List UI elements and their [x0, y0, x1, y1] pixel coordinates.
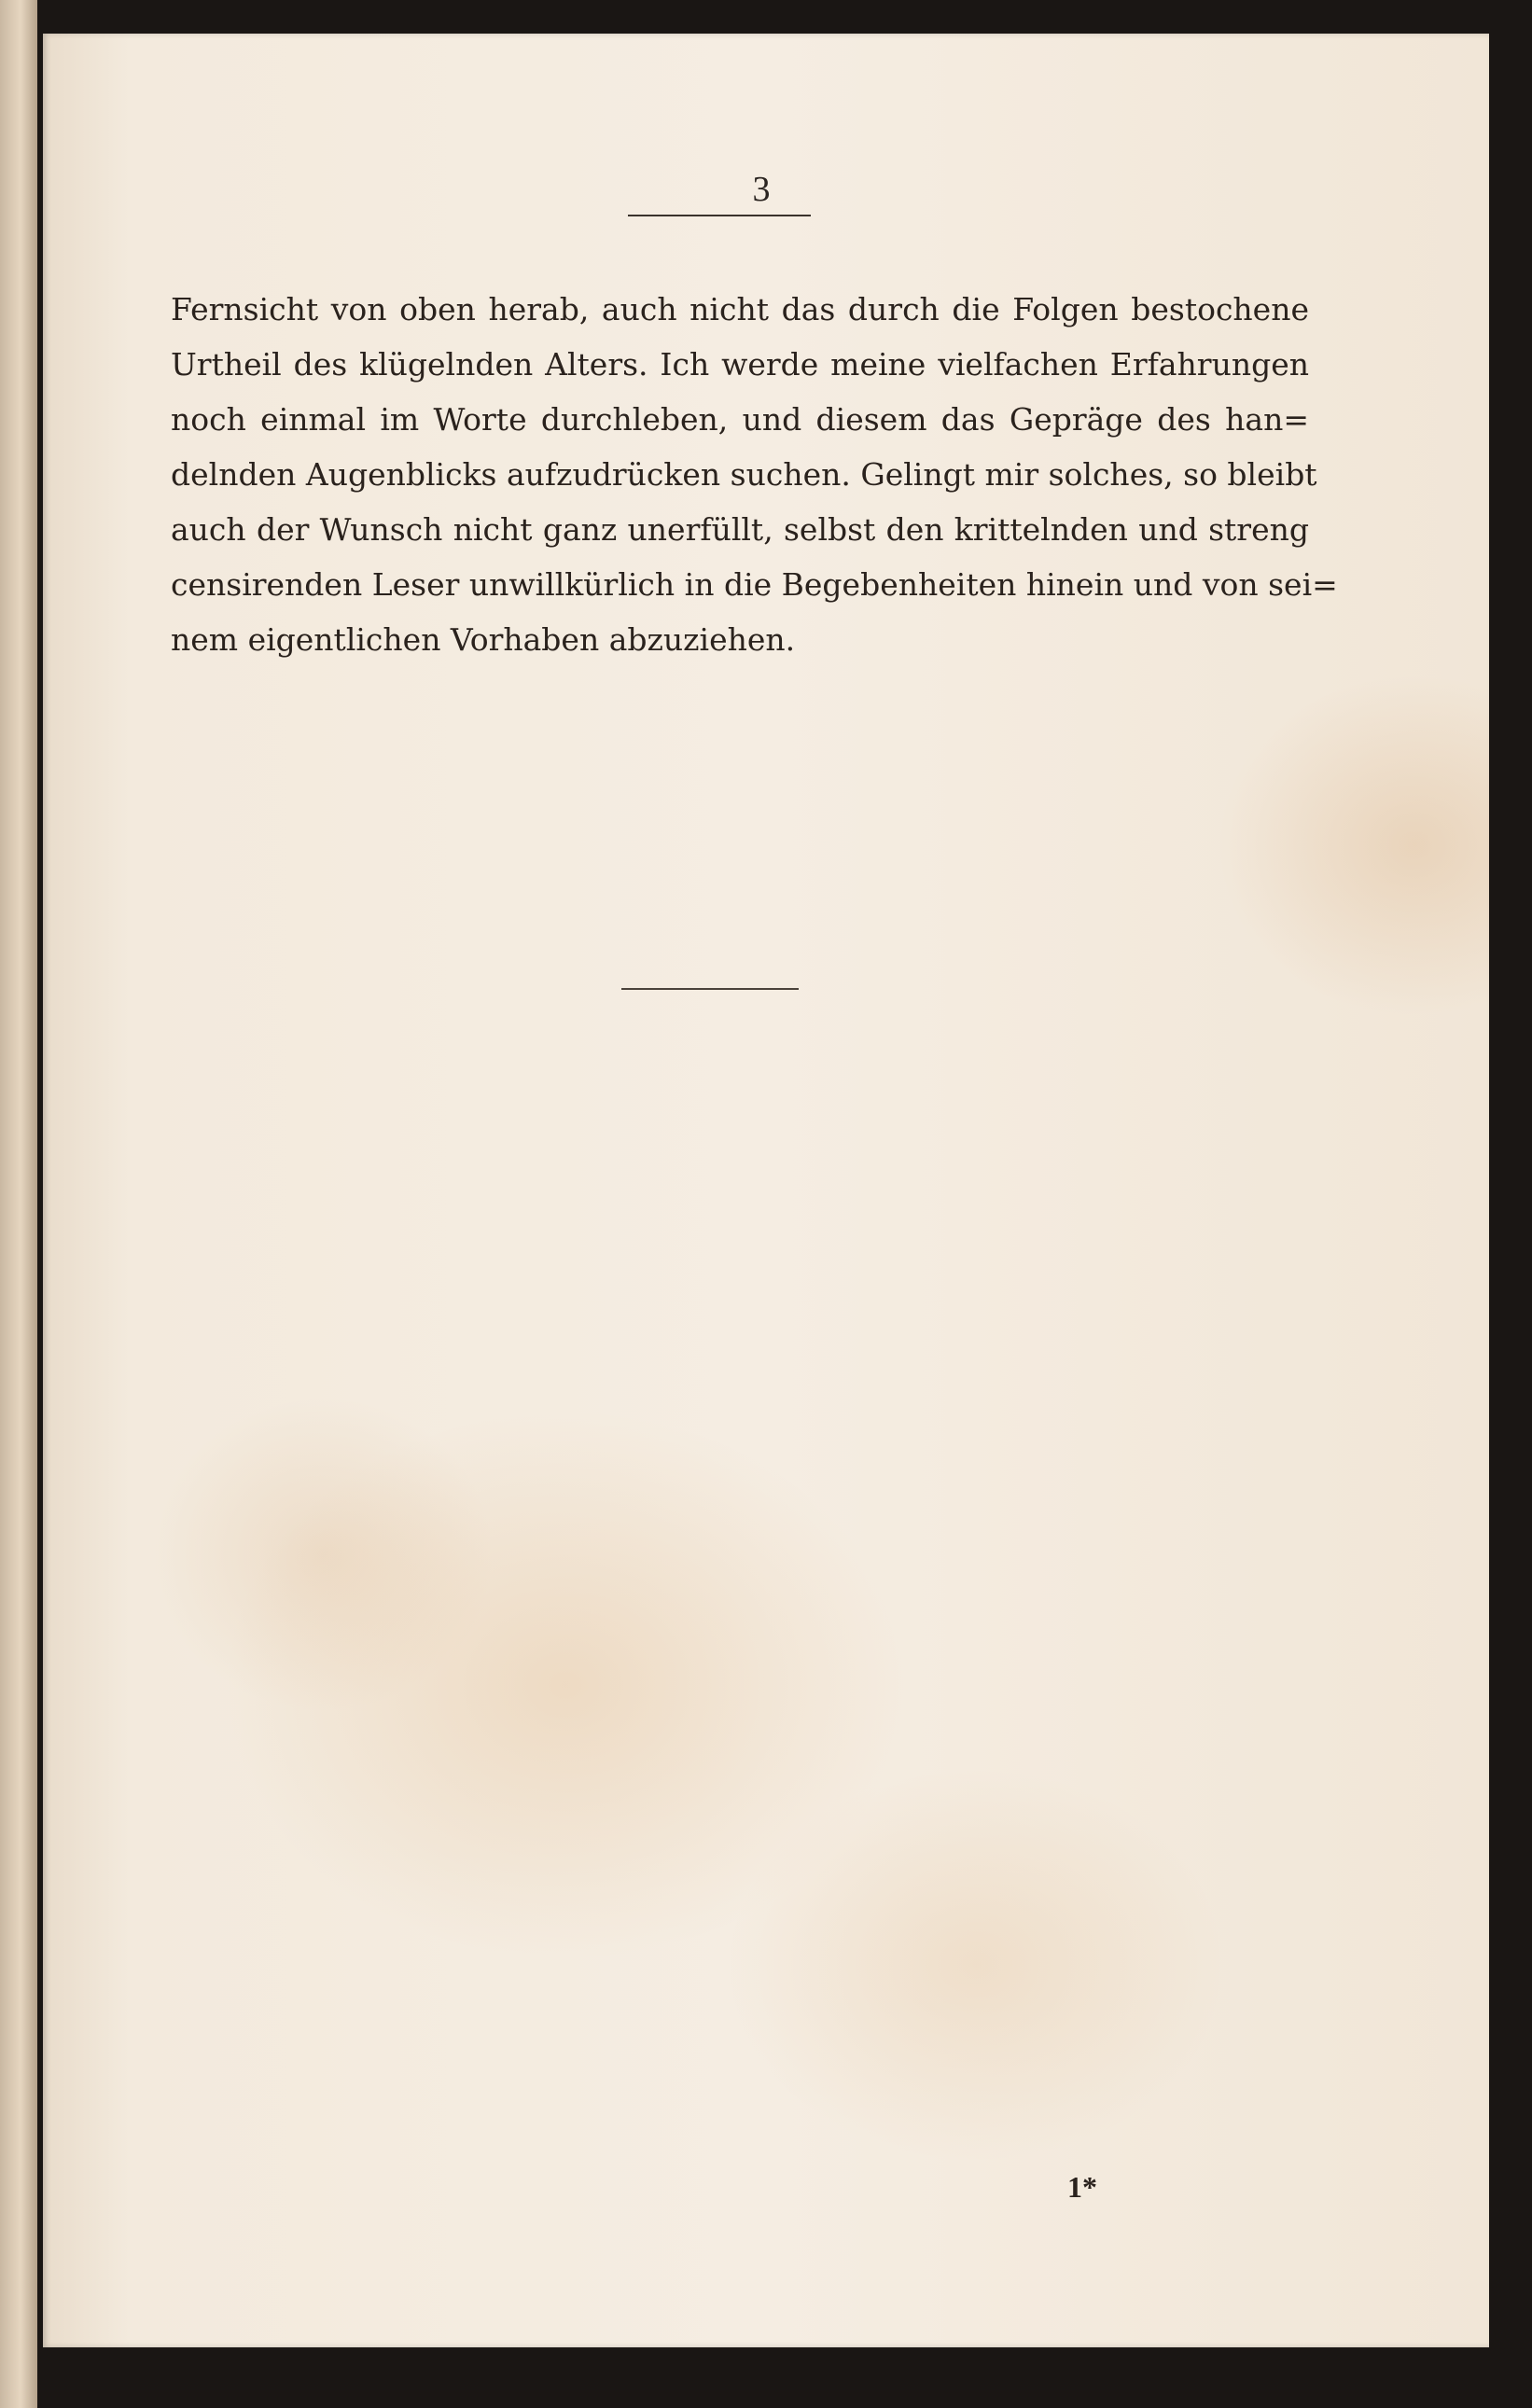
section-rule — [621, 988, 799, 990]
text-line: nem eigentlichen Vorhaben abzuziehen. — [171, 621, 796, 658]
left-page-edge — [0, 0, 37, 2408]
signature-mark: 1* — [1067, 2170, 1097, 2204]
text-line: censirenden Leser unwillkürlich in die Begebenheiten hinein und von sei= — [171, 566, 1338, 603]
text-line: Urtheil des klügelnden Alters. Ich werde meine vielfachen Erfahrungen — [171, 346, 1309, 383]
text-line: delnden Augenblicks aufzudrücken suchen. Gelingt mir solches, so bleibt — [171, 456, 1317, 493]
book-page — [43, 34, 1489, 2347]
header-rule — [628, 215, 811, 216]
body-paragraph — [171, 282, 1338, 667]
text-line: noch einmal im Worte durchleben, und diesem das Gepräge des han= — [171, 401, 1309, 438]
text-line: Fernsicht von oben herab, auch nicht das durch die Folgen bestochene — [171, 291, 1309, 327]
text-line: auch der Wunsch nicht ganz unerfüllt, selbst den krittelnden und streng — [171, 511, 1309, 548]
page-number: 3 — [752, 170, 771, 209]
